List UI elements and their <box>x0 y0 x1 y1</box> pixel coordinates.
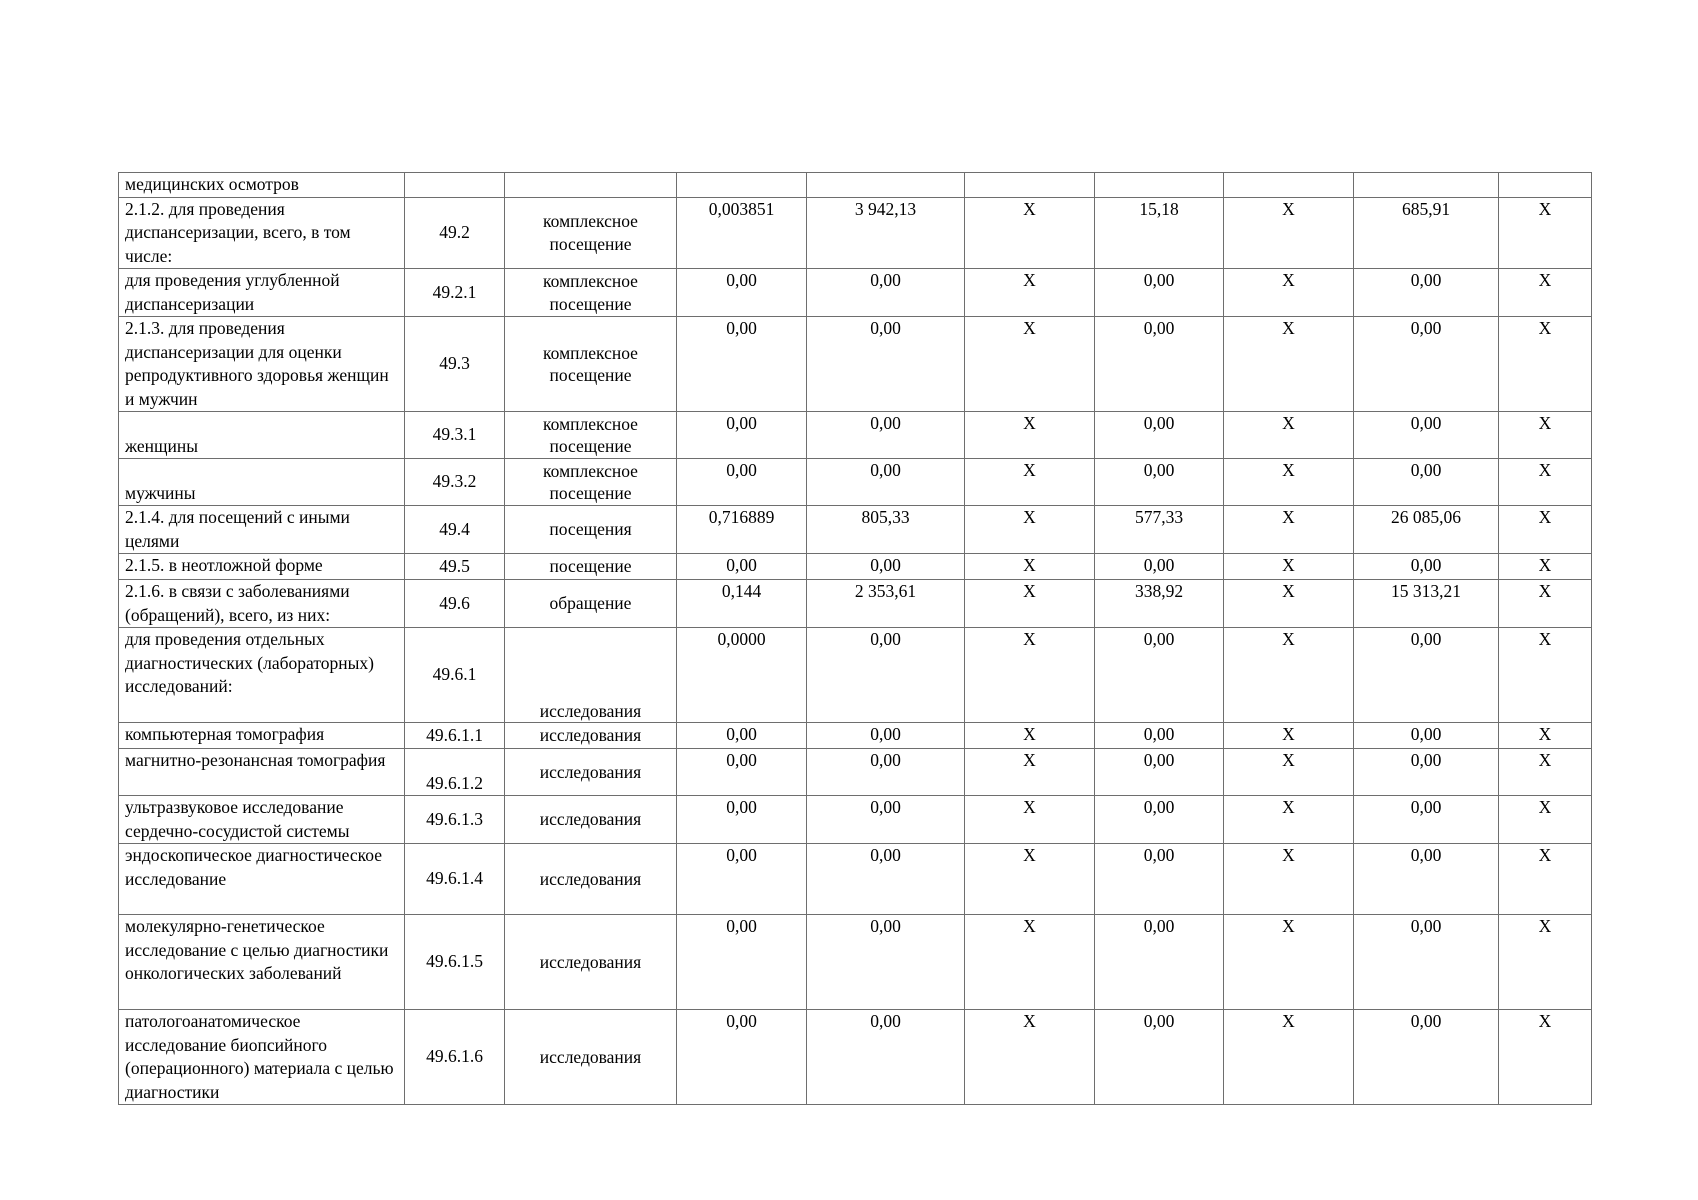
row-name-cell: 2.1.5. в неотложной форме <box>119 554 405 580</box>
table-row <box>119 749 1592 796</box>
value-cell-4: 0,00 <box>1095 915 1224 1010</box>
row-name-cell: 2.1.2. для проведения диспансеризации, всего, в том числе: <box>119 197 405 269</box>
table-row <box>119 459 1592 506</box>
value-cell-1: 0,716889 <box>677 506 807 554</box>
row-unit-cell: комплексное посещение <box>505 459 677 506</box>
table-row <box>119 1010 1592 1105</box>
table-row <box>119 269 1592 317</box>
value-cell-5: X <box>1224 1010 1354 1105</box>
value-cell-2: 0,00 <box>807 796 965 844</box>
value-cell-2: 2 353,61 <box>807 580 965 628</box>
value-cell-3: X <box>965 915 1095 1010</box>
value-cell-1: 0,00 <box>677 317 807 412</box>
value-cell-1: 0,144 <box>677 580 807 628</box>
row-name-cell: 2.1.3. для проведения диспансеризации для оценки репродуктивного здоровья женщин и мужчин <box>119 317 405 412</box>
value-cell-4: 0,00 <box>1095 554 1224 580</box>
value-cell-5: X <box>1224 749 1354 796</box>
row-code-cell: 49.6.1.2 <box>405 749 505 796</box>
value-cell-4: 0,00 <box>1095 749 1224 796</box>
row-name-cell: 2.1.6. в связи с заболеваниями (обращений), всего, из них: <box>119 580 405 628</box>
row-name-cell: магнитно-резонансная томография <box>119 749 405 796</box>
value-cell-5: X <box>1224 317 1354 412</box>
value-cell-2: 0,00 <box>807 412 965 459</box>
value-cell-5: X <box>1224 554 1354 580</box>
value-cell-6: 0,00 <box>1354 269 1499 317</box>
row-code-cell: 49.6.1.6 <box>405 1010 505 1105</box>
table-row <box>119 796 1592 844</box>
value-cell-2 <box>807 173 965 198</box>
value-cell-3: X <box>965 269 1095 317</box>
row-code-cell <box>405 173 505 198</box>
value-cell-6: 0,00 <box>1354 554 1499 580</box>
value-cell-7: X <box>1499 723 1592 749</box>
value-cell-2: 3 942,13 <box>807 197 965 269</box>
value-cell-3 <box>965 173 1095 198</box>
value-cell-4: 15,18 <box>1095 197 1224 269</box>
value-cell-3: X <box>965 844 1095 915</box>
row-unit-cell: исследования <box>505 844 677 915</box>
value-cell-5: X <box>1224 844 1354 915</box>
value-cell-1: 0,00 <box>677 749 807 796</box>
value-cell-3: X <box>965 554 1095 580</box>
value-cell-3: X <box>965 796 1095 844</box>
value-cell-6: 0,00 <box>1354 749 1499 796</box>
table-row <box>119 580 1592 628</box>
row-code-cell: 49.6.1.4 <box>405 844 505 915</box>
value-cell-7: X <box>1499 197 1592 269</box>
table-row <box>119 506 1592 554</box>
value-cell-2: 0,00 <box>807 1010 965 1105</box>
row-unit-cell: посещение <box>505 554 677 580</box>
row-code-cell: 49.5 <box>405 554 505 580</box>
row-unit-cell: исследования <box>505 796 677 844</box>
value-cell-4 <box>1095 173 1224 198</box>
row-code-cell: 49.6.1.1 <box>405 723 505 749</box>
value-cell-3: X <box>965 317 1095 412</box>
row-name-cell: медицинских осмотров <box>119 173 405 198</box>
value-cell-7: X <box>1499 554 1592 580</box>
row-unit-cell: исследования <box>505 749 677 796</box>
value-cell-3: X <box>965 628 1095 723</box>
row-unit-cell <box>505 173 677 198</box>
value-cell-7: X <box>1499 506 1592 554</box>
value-cell-4: 0,00 <box>1095 1010 1224 1105</box>
value-cell-7: X <box>1499 580 1592 628</box>
value-cell-5: X <box>1224 796 1354 844</box>
row-unit-cell: исследования <box>505 723 677 749</box>
value-cell-5: X <box>1224 723 1354 749</box>
row-code-cell: 49.3.1 <box>405 412 505 459</box>
row-name-cell: патологоанатомическое исследование биопсийного (операционного) материала с целью диагностики <box>119 1010 405 1105</box>
row-name-cell: для проведения отдельных диагностических (лабораторных) исследований: <box>119 628 405 723</box>
value-cell-3: X <box>965 412 1095 459</box>
table-row <box>119 197 1592 269</box>
value-cell-6: 0,00 <box>1354 844 1499 915</box>
value-cell-7: X <box>1499 412 1592 459</box>
row-code-cell: 49.3 <box>405 317 505 412</box>
table-body <box>119 173 1592 1105</box>
table-row <box>119 317 1592 412</box>
value-cell-2: 0,00 <box>807 723 965 749</box>
row-unit-cell: комплексное посещение <box>505 197 677 269</box>
value-cell-2: 0,00 <box>807 554 965 580</box>
value-cell-1: 0,00 <box>677 915 807 1010</box>
value-cell-4: 0,00 <box>1095 459 1224 506</box>
value-cell-3: X <box>965 723 1095 749</box>
value-cell-7: X <box>1499 915 1592 1010</box>
row-name-cell: мужчины <box>119 459 405 506</box>
row-code-cell: 49.4 <box>405 506 505 554</box>
value-cell-5: X <box>1224 915 1354 1010</box>
value-cell-5: X <box>1224 412 1354 459</box>
row-unit-cell: комплексное посещение <box>505 269 677 317</box>
value-cell-5: X <box>1224 506 1354 554</box>
value-cell-1: 0,00 <box>677 459 807 506</box>
table-row <box>119 412 1592 459</box>
value-cell-2: 0,00 <box>807 749 965 796</box>
row-unit-cell: исследования <box>505 915 677 1010</box>
value-cell-7: X <box>1499 749 1592 796</box>
value-cell-2: 0,00 <box>807 317 965 412</box>
table-row <box>119 173 1592 198</box>
value-cell-3: X <box>965 749 1095 796</box>
value-cell-1: 0,00 <box>677 844 807 915</box>
value-cell-4: 0,00 <box>1095 412 1224 459</box>
value-cell-7: X <box>1499 796 1592 844</box>
value-cell-5 <box>1224 173 1354 198</box>
value-cell-1: 0,003851 <box>677 197 807 269</box>
row-code-cell: 49.2 <box>405 197 505 269</box>
value-cell-2: 0,00 <box>807 269 965 317</box>
tariff-table <box>118 172 1592 1105</box>
value-cell-5: X <box>1224 459 1354 506</box>
value-cell-6: 15 313,21 <box>1354 580 1499 628</box>
value-cell-3: X <box>965 1010 1095 1105</box>
table-row <box>119 915 1592 1010</box>
value-cell-4: 577,33 <box>1095 506 1224 554</box>
row-name-cell: компьютерная томография <box>119 723 405 749</box>
row-name-cell: для проведения углубленной диспансеризации <box>119 269 405 317</box>
value-cell-3: X <box>965 459 1095 506</box>
row-unit-cell: комплексное посещение <box>505 412 677 459</box>
table-row <box>119 554 1592 580</box>
value-cell-2: 0,00 <box>807 915 965 1010</box>
value-cell-3: X <box>965 506 1095 554</box>
value-cell-6: 0,00 <box>1354 459 1499 506</box>
value-cell-1: 0,00 <box>677 723 807 749</box>
value-cell-1: 0,00 <box>677 269 807 317</box>
table-row <box>119 628 1592 723</box>
value-cell-1: 0,00 <box>677 796 807 844</box>
row-unit-cell: исследования <box>505 628 677 723</box>
value-cell-1 <box>677 173 807 198</box>
row-unit-cell: обращение <box>505 580 677 628</box>
value-cell-1: 0,00 <box>677 412 807 459</box>
row-code-cell: 49.6 <box>405 580 505 628</box>
table-row <box>119 844 1592 915</box>
value-cell-6: 0,00 <box>1354 317 1499 412</box>
value-cell-2: 0,00 <box>807 628 965 723</box>
value-cell-1: 0,0000 <box>677 628 807 723</box>
row-name-cell: 2.1.4. для посещений с иными целями <box>119 506 405 554</box>
value-cell-7: X <box>1499 844 1592 915</box>
table-row <box>119 723 1592 749</box>
value-cell-6: 0,00 <box>1354 628 1499 723</box>
value-cell-1: 0,00 <box>677 554 807 580</box>
row-code-cell: 49.6.1 <box>405 628 505 723</box>
value-cell-6: 0,00 <box>1354 1010 1499 1105</box>
value-cell-4: 0,00 <box>1095 723 1224 749</box>
value-cell-6: 26 085,06 <box>1354 506 1499 554</box>
row-code-cell: 49.6.1.3 <box>405 796 505 844</box>
value-cell-7: X <box>1499 459 1592 506</box>
value-cell-3: X <box>965 197 1095 269</box>
row-name-cell: молекулярно-генетическое исследование с целью диагностики онкологических заболеваний <box>119 915 405 1010</box>
row-unit-cell: посещения <box>505 506 677 554</box>
value-cell-5: X <box>1224 269 1354 317</box>
row-code-cell: 49.3.2 <box>405 459 505 506</box>
value-cell-4: 0,00 <box>1095 796 1224 844</box>
value-cell-6: 0,00 <box>1354 796 1499 844</box>
value-cell-5: X <box>1224 628 1354 723</box>
value-cell-6 <box>1354 173 1499 198</box>
value-cell-7: X <box>1499 1010 1592 1105</box>
value-cell-4: 0,00 <box>1095 317 1224 412</box>
value-cell-4: 338,92 <box>1095 580 1224 628</box>
value-cell-7: X <box>1499 628 1592 723</box>
value-cell-2: 805,33 <box>807 506 965 554</box>
row-unit-cell: комплексное посещение <box>505 317 677 412</box>
value-cell-6: 0,00 <box>1354 412 1499 459</box>
value-cell-7: X <box>1499 269 1592 317</box>
row-code-cell: 49.2.1 <box>405 269 505 317</box>
value-cell-7 <box>1499 173 1592 198</box>
row-unit-cell: исследования <box>505 1010 677 1105</box>
value-cell-6: 685,91 <box>1354 197 1499 269</box>
value-cell-3: X <box>965 580 1095 628</box>
value-cell-2: 0,00 <box>807 459 965 506</box>
value-cell-2: 0,00 <box>807 844 965 915</box>
row-name-cell: ультразвуковое исследование сердечно-сосудистой системы <box>119 796 405 844</box>
value-cell-6: 0,00 <box>1354 915 1499 1010</box>
value-cell-6: 0,00 <box>1354 723 1499 749</box>
value-cell-1: 0,00 <box>677 1010 807 1105</box>
row-name-cell: эндоскопическое диагностическое исследование <box>119 844 405 915</box>
row-code-cell: 49.6.1.5 <box>405 915 505 1010</box>
value-cell-4: 0,00 <box>1095 269 1224 317</box>
value-cell-7: X <box>1499 317 1592 412</box>
value-cell-5: X <box>1224 580 1354 628</box>
value-cell-4: 0,00 <box>1095 628 1224 723</box>
value-cell-4: 0,00 <box>1095 844 1224 915</box>
row-name-cell: женщины <box>119 412 405 459</box>
value-cell-5: X <box>1224 197 1354 269</box>
